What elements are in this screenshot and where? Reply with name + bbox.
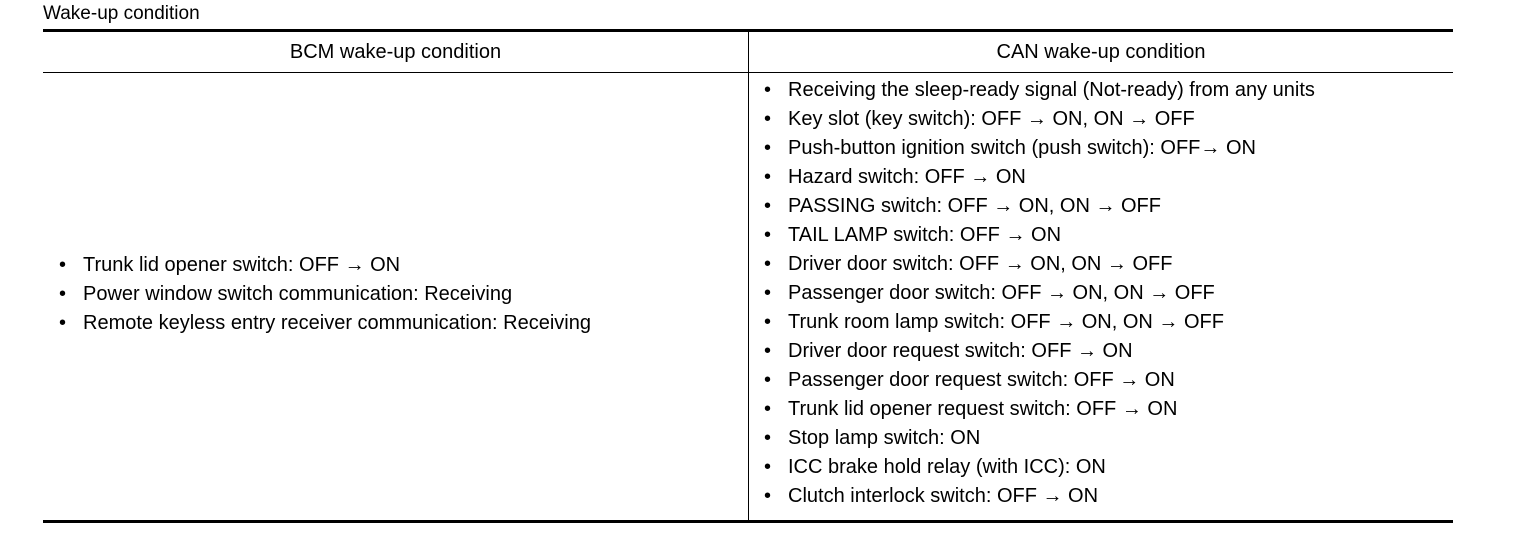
can-condition-text: Key slot (key switch): OFF → ON, ON → OFF [788,108,1195,130]
can-condition-text: Passenger door request switch: OFF → ON [788,369,1175,391]
list-item [764,424,1444,453]
can-condition-text: Stop lamp switch: ON [788,427,981,449]
can-condition-text: Trunk lid opener request switch: OFF → ON [788,398,1178,420]
bullet-icon: • [764,79,772,101]
bullet-icon: • [764,340,772,362]
list-item [764,395,1444,424]
can-condition-text: Trunk room lamp switch: OFF → ON, ON → OFF [788,311,1224,333]
bullet-icon: • [764,108,772,130]
list-item [764,308,1444,337]
can-condition-text: ICC brake hold relay (with ICC): ON [788,456,1106,478]
bullet-icon: • [764,456,772,478]
can-condition-text: PASSING switch: OFF → ON, ON → OFF [788,195,1161,217]
list-item [764,221,1444,250]
list-item [764,453,1444,482]
list-item [764,105,1444,134]
list-item [59,280,739,309]
list-item [764,76,1444,105]
can-condition-text: Push-button ignition switch (push switch): OFF→ ON [788,137,1256,159]
can-condition-list [764,76,1444,511]
bullet-icon: • [764,195,772,217]
bullet-icon: • [59,254,67,276]
can-condition-text: Driver door switch: OFF → ON, ON → OFF [788,253,1173,275]
bullet-icon: • [764,311,772,333]
header-can-wake-up-condition: CAN wake-up condition [996,40,1206,63]
can-condition-text: Hazard switch: OFF → ON [788,166,1026,188]
can-condition-text: TAIL LAMP switch: OFF → ON [788,224,1062,246]
list-item [764,134,1444,163]
bcm-condition-text: Remote keyless entry receiver communication: Receiving [83,312,591,334]
bullet-icon: • [764,166,772,188]
bullet-icon: • [59,283,67,305]
can-condition-text: Receiving the sleep-ready signal (Not-ready) from any units [788,79,1315,101]
bullet-icon: • [59,312,67,334]
bcm-condition-text: Power window switch communication: Receiving [83,283,513,305]
table-caption: Wake-up condition [43,3,200,24]
list-item [764,366,1444,395]
bullet-icon: • [764,282,772,304]
table-bottom-rule [43,520,1453,523]
bullet-icon: • [764,485,772,507]
list-item [764,250,1444,279]
list-item [764,192,1444,221]
header-bcm-wake-up-condition: BCM wake-up condition [289,40,502,63]
list-item [59,309,739,338]
can-condition-text: Passenger door switch: OFF → ON, ON → OFF [788,282,1215,304]
list-item [764,482,1444,511]
bcm-condition-list [59,251,739,338]
bullet-icon: • [764,369,772,391]
bullet-icon: • [764,398,772,420]
list-item [764,279,1444,308]
bcm-condition-text: Trunk lid opener switch: OFF → ON [83,254,401,276]
list-item [59,251,739,280]
list-item [764,337,1444,366]
bullet-icon: • [764,224,772,246]
bullet-icon: • [764,137,772,159]
bullet-icon: • [764,427,772,449]
bullet-icon: • [764,253,772,275]
table-column-divider [748,32,749,520]
can-condition-text: Driver door request switch: OFF → ON [788,340,1133,362]
list-item [764,163,1444,192]
can-condition-text: Clutch interlock switch: OFF → ON [788,485,1099,507]
